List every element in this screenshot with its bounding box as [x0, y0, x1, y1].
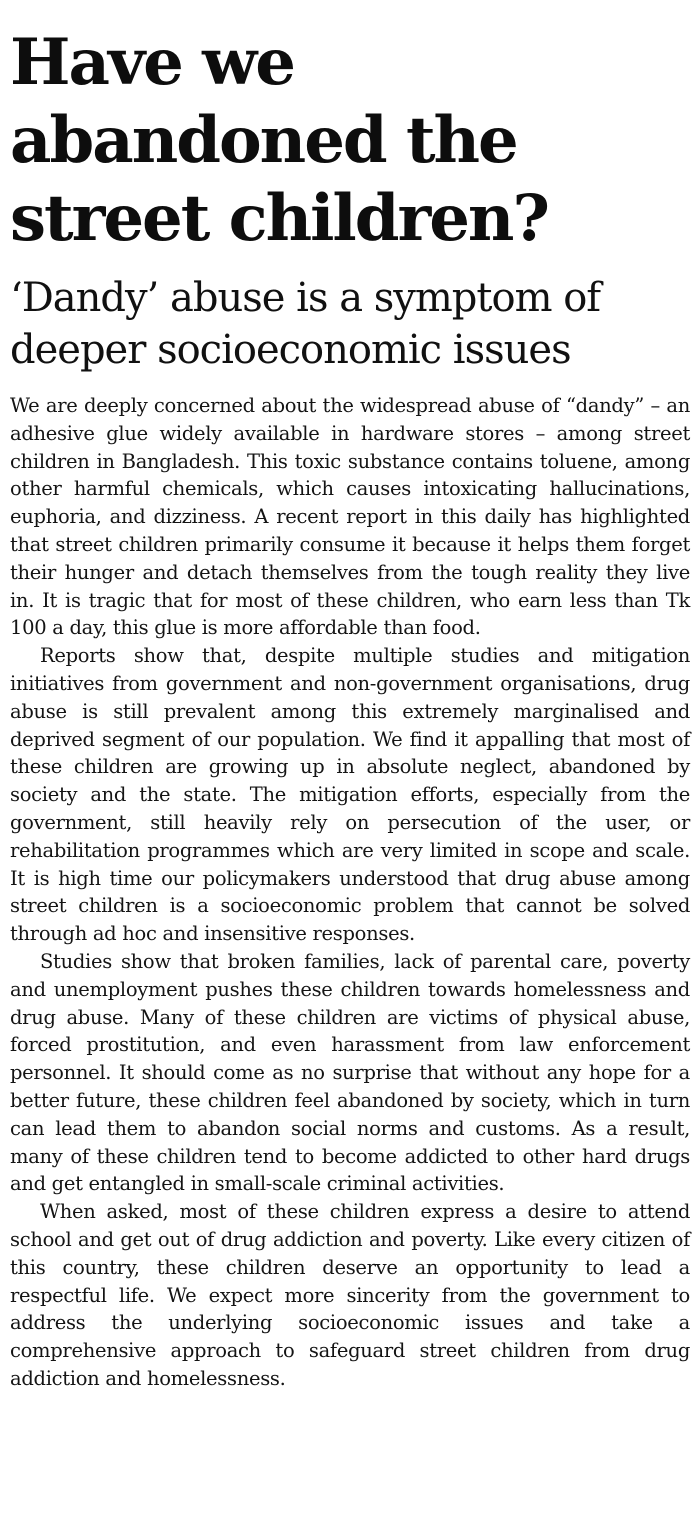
article-body [10, 392, 690, 1393]
headline-line: street children? [10, 181, 548, 256]
subheadline-line: deeper socioeconomic issues [10, 327, 571, 373]
paragraph: When asked, most of these children express a desire to attend school and get out of drug addiction and poverty. Like every citizen of this country, these children deserve an opportunity to lead a respectful life. We expect more sincerity from the government to address the underlying socioeconomic issues and take a comprehensive approach to safeguard street children from drug addiction and homelessness. [10, 1200, 690, 1390]
headline [10, 24, 690, 258]
subheadline-line: ‘Dandy’ abuse is a symptom of [10, 275, 601, 321]
paragraph: Reports show that, despite multiple studies and mitigation initiatives from government and non-government organisations, drug abuse is still prevalent among this extremely marginalised and deprived segment of our population. We find it appalling that most of these children are growing up in absolute neglect, abandoned by society and the state. The mitigation efforts, especially from the government, still heavily rely on persecution of the user, or rehabilitation programmes which are very limited in scope and scale. It is high time our policymakers understood that drug abuse among street children is a socioeconomic problem that cannot be solved through ad hoc and insensitive responses. [10, 644, 690, 946]
subheadline [10, 272, 690, 376]
article [10, 24, 690, 1393]
paragraph: We are deeply concerned about the widespread abuse of “dandy” – an adhesive glue widely available in hardware stores – among street children in Bangladesh. This toxic substance contains toluene, among other harmful chemicals, which causes intoxicating hallucinations, euphoria, and dizziness. A recent report in this daily has highlighted that street children primarily consume it because it helps them forget their hunger and detach themselves from the tough reality they live in. It is tragic that for most of these children, who earn less than Tk 100 a day, this glue is more affordable than food. [10, 394, 690, 640]
headline-line: abandoned the [10, 103, 517, 178]
paragraph: Studies show that broken families, lack of parental care, poverty and unemployment pushes these children towards homelessness and drug abuse. Many of these children are victims of physical abuse, forced prostitution, and even harassment from law enforcement personnel. It should come as no surprise that without any hope for a better future, these children feel abandoned by society, which in turn can lead them to abandon social norms and customs. As a result, many of these children tend to become addicted to other hard drugs and get entangled in small-scale criminal activities. [10, 949, 690, 1196]
headline-line: Have we [10, 25, 294, 100]
